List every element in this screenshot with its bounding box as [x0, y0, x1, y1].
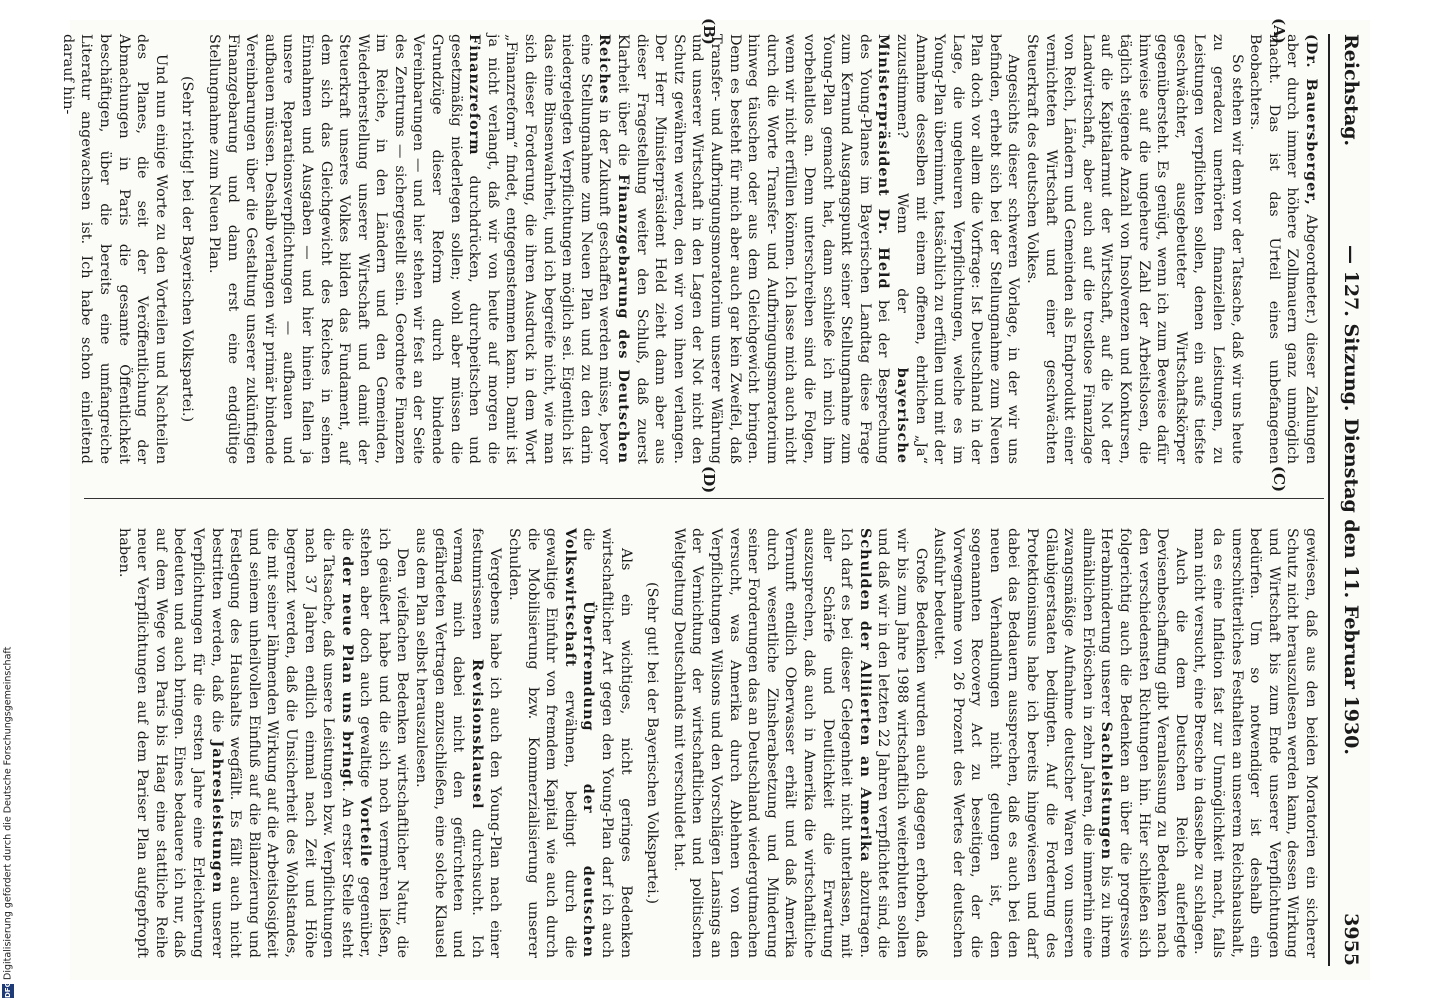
paragraph-text: bei der Besprechung des Young-Planes im Bayerischen Landtag diese Frage zum Kernund Ausgangspunkt seiner Stellungnahme zum Young-Plan gemacht hat, dann schließe ich mich ihm vorbehaltlos an. Denn unterschreiben sind die Folgen, wenn wir nicht erfüllen können. Ich lasse mich auch nicht durch die Worte Transfer- und Aufbringungsmoratorium hinweg täuschen oder aus dem Gleichgewicht bringen. Denn es besteht für mich aber auch gar kein Zweifel, daß Transfer- und Aufbringungsmoratorium unserer Währung und unserer Wirtschaft in den Lagen der Not nicht den Schutz gewähren werden, den wir von ihnen verlangen. Der Herr Ministerpräsident Held zieht dann aber aus dieser Fragestellung weiter den Schluß, daß zuerst Klarheit über die: [615, 34, 892, 464]
paragraph: Und nun einige Worte zu den Vorteilen und Nachteilen des Planes, die seit der Veröffentlichung der Abmachungen in Paris die gesamte Öffentlichkeit beschäftigen, über die bereits eine umfangreiche Literatur angewachsen ist. Ich habe schon einleitend darauf hin-: [59, 34, 169, 464]
emphasis: Schulden der Alliierten an Amerika: [856, 528, 874, 863]
paragraph: So stehen wir denn vor der Tatsache, daß wir uns heute zu geradezu unerhörten finanziellen Leistungen, zu Leistungen verpflichten sollen, denen ein aufs tiefste geschwächter, ausgebeuteter Wirtschaftskörper gegenübersteht. Es genügt, wenn ich zum Beweise dafür hinweise auf die ungeheure Zahl der Arbeitslosen, die täglich steigende Anzahl von Insolvenzen und Konkursen, auf die Kapitalarmut der Wirtschaft, auf die Not der Landwirtschaft, aber auch auf die trostlose Finanzlage von Reich, Ländern und Gemeinden als Endprodukt einer vernichteten Wirtschaft und einer geschwächten Steuerkraft des deutschen Volkes.: [1024, 34, 1245, 464]
emphasis: Vorteile: [357, 796, 375, 868]
paragraph: [412, 528, 505, 958]
column-divider: [84, 498, 1324, 499]
paragraph: [930, 528, 1190, 958]
paragraph-text: Große Bedenken wurden auch dagegen erhoben, daß wir bis zum Jahre 1988 wirtschaftlich weiterbluten sollen und daß wir in den letzten 22 Jahren verpflichtet sind, die: [875, 528, 929, 958]
right-text-column: [114, 528, 1320, 958]
paragraph: [114, 528, 412, 958]
paragraph-text: Den vielfachen Bedenken wirtschaftlicher Natur, die ich geäußert habe und die sich noch vermehren ließen, stehen aber doch auch gewaltige: [357, 528, 411, 958]
paragraph: [504, 528, 634, 958]
paragraph-text: erwähnen, bedingt durch die gewaltige Einfuhr von fremdem Kapital wie auch durch die Mobilisierung bzw. Kommerzialisierung unserer Schulden.: [506, 528, 578, 958]
paragraph-text: Als ein wichtiges, nicht geringes Bedenken wirtschaftlicher Art gegen den Young-Plan darf ich auch die: [580, 528, 634, 958]
paragraph: [204, 34, 1022, 464]
header-session-date: — 127. Sitzung. Dienstag den 11. Februar 1930.: [1340, 245, 1362, 755]
paragraph-text: in der Zukunft geschaffen werden müsse, bevor eine Stellungnahme zum Neuen Plan und zu den darin niedergelegten Verpflichtungen möglich sei. Eigentlich ist das eine Binsenwahrheit, und ich begreife nicht, wie man sich dieser Forderung, die ihren Ausdruck in dem Wort „Finanzreform“ findet, entgegenstemmen kann. Damit ist ja nicht verlangt, daß wir von heute auf morgen die: [484, 34, 613, 464]
margin-marker-c: (C): [1270, 466, 1288, 493]
paragraph: [1246, 34, 1320, 464]
header-rule: [1328, 34, 1330, 966]
paragraph-text: durchdrücken, durchpeitschen und gesetzmäßig niederlegen sollen; wohl aber müssen die Grundzüge dieser Reform durch bindende Vereinbarungen — und hier stehen wir fest an der Seite des Zentrums — sichergestellt sein. Geordnete Finanzen im Reiche, in den Ländern und den Gemeinden, Wiederherstellung unserer Wirtschaft und damit der Steuerkraft unseres Volkes bilden das Fundament, auf dem sich das Gleichgewicht des Reiches in seinen Einnahmen und Ausgaben — und hier hinein fallen ja unsere Reparationsverpflichtungen — aufbauen und aufbauen müssen. Deshalb verlangen wir primär bindende Vereinbarungen über die Gestaltung unserer zukünftigen Finanzgebarung und dann erst eine endgültige Stellungnahme zum Neuen Plan.: [205, 34, 483, 464]
header-page-number: 3955: [1340, 913, 1362, 966]
paragraph-text: unserer Verpflichtungen für die ersten Jahre eine Erleichterung bedeuten und auch bringen. Eines bedauere ich nur, daß auf dem Wege von Paris bis Haag eine stattliche Reihe neuer Verpflichtungen auf dem Pariser Plan aufgepfropft haben.: [115, 528, 225, 958]
paragraph-text: Angesichts dieser schweren Vorlage, in der wir uns befinden, erhebt sich bei der Stellungnahme zum Neuen Plan doch vor allem die Vorfrage: Ist Deutschland in der Lage, die ungeheuren Verpflichtungen, welche es im Young-Plan übernimmt, tatsächlich zu erfüllen und mit der Annahme desselben mit einem offenen, ehrlichen „Ja“ zuzustimmen? Wenn der: [893, 34, 1022, 464]
paragraph-text: bis zu ihrem allmählichen Erlöschen in zehn Jahren, die immerhin eine zwangsmäßige Aufnahme deutscher Waren von unseren Gläubigerstaaten bedingten. Auf die Forderung des Protektionismus habe ich bereits hingewiesen und darf dabei das Bedauern aussprechen, daß es auch bei den neuen Verhandlungen nicht gelungen ist, den sogenannten Recovery Act zu beseitigen, der die Vorwegnahme von 26 Prozent des Wertes der deutschen Ausfuhr bedeutet.: [931, 528, 1115, 958]
emphasis: Überfremdung der deutschen Volkswirtschaft: [561, 528, 598, 959]
paragraph-text: Auch die dem Deutschen Reich auferlegte Devisenbeschaffung gibt Veranlassung zu Bedenken nach den verschiedensten Richtungen hin. Hier schließen sich folgerichtig auch die Bedenken an über die progressive Herabminderung unserer: [1098, 528, 1189, 958]
paragraph-text: Vergebens habe ich auch den Young-Plan nach einer festumrissenen: [468, 528, 504, 958]
paragraph-text: Abgeordneter.) dieser Zahlungen aber durch immer höhere Zollmauern ganz unmöglich macht. Das ist das Urteil eines unbefangenen Beobachters.: [1247, 34, 1319, 464]
paragraph: gewiesen, daß aus den beiden Moratorien ein sicherer Schutz nicht herauszulesen werden kann, dessen Wirkung und Wirtschaft bis zum Ende unserer Verpflichtungen bedürfen. Um so notwendiger ist deshalb ein unerschütterliches Festhalten an unserem Reichshaushalt, da es eine Inflation fast zur Unmöglichkeit macht, falls man nicht versucht, eine Bresche in dasselbe zu schlagen.: [1191, 528, 1319, 958]
rotated-document-page: [59, 18, 1370, 980]
speaker-name: (Dr. Bauersberger,: [1303, 34, 1320, 206]
interjection: (Sehr richtig! bei der Bayerischen Volkspartei.): [179, 75, 196, 423]
paragraph-text: abzutragen. Ich darf es bei dieser Gelegenheit nicht unterlassen, mit aller Schärfe und Deutlichkeit die Erwartung auszusprechen, daß auch in Amerika die wirtschaftliche Vernunft endlich Oberwasser erhält und daß Amerika durch wesentliche Zinsherabsetzung und Minderung seiner Forderungen das an Deutschland wiedergutmachen versucht, was Amerika durch Ablehnen von den Verpflichtungen Wilsons und den Vorschlägen Lansings an der Vernichtung der wirtschaftlichen und politischen Weltgeltung Deutschlands mit verschuldet hat.: [670, 528, 873, 958]
margin-marker-b: (B): [700, 18, 718, 45]
interjection: (Sehr gut! bei der Bayerischen Volkspartei.): [644, 582, 661, 904]
left-text-column: [58, 34, 1320, 464]
digitization-credit-text: Digitalisierung gefördert durch die Deutsche Forschungsgemeinschaft: [2, 646, 14, 980]
emphasis: Jahresleistungen: [208, 740, 226, 894]
paragraph-text: . An erster Stelle steht die Tatsache, daß unsere Leistungen bzw. Verpflichtungen nach 37 Jahren endlich einmal nach Zeit und Höhe begrenzt werden, daß die Unsicherheit des Wohlstandes, die mit seiner lähmenden Wirkung auf die Arbeitslosigkeit und seinem unheilvollen Einfluß auf die Bilanzierung und Festlegung des Haushalts wegfällt. Es fällt auch nicht bestritten werden, daß die: [208, 528, 355, 958]
page-header: [1334, 34, 1364, 966]
paragraph: [669, 528, 929, 958]
digitization-credit: [2, 8, 16, 998]
margin-marker-d: (D): [700, 466, 718, 494]
emphasis: Finanzreform: [466, 34, 484, 156]
dfg-logo-icon: DFG: [4, 981, 12, 998]
emphasis: Sachleistungen: [1098, 721, 1116, 861]
paragraph-text: durchsucht. Ich vermag mich dabei nicht den gefürchteten und gefährdeten Vertragen anzuschließen, eine solche Klausel aus dem Plan selbst herauszulesen.: [413, 528, 485, 959]
margin-marker-a: (A): [1270, 18, 1288, 44]
emphasis: Revisionsklausel: [468, 658, 486, 810]
paragraph-text: gegenüber, die: [338, 528, 374, 958]
emphasis: der neue Plan uns bringt: [338, 556, 356, 788]
emphasis: Finanzgebarung des Deutschen Reiches: [596, 34, 633, 464]
emphasis: bayerische Ministerpräsident Dr. Held: [875, 34, 911, 464]
header-publication: Reichstag.: [1340, 34, 1362, 147]
